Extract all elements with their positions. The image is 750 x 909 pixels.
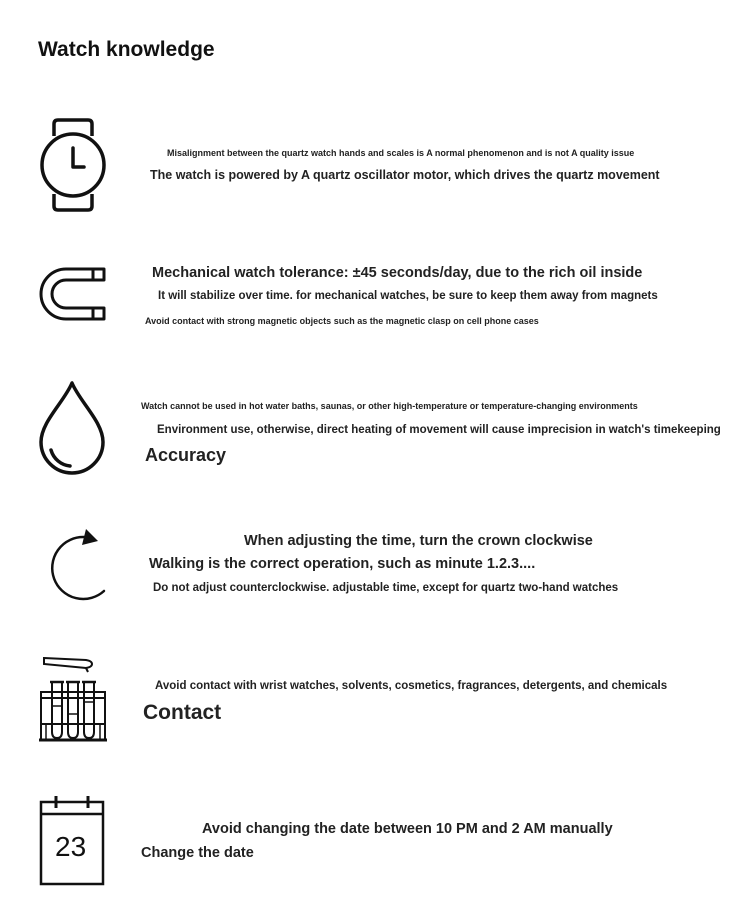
section-2-line-3: Avoid contact with strong magnetic objects such as the magnetic clasp on cell phone cases: [145, 316, 539, 326]
test-tubes-icon: [38, 654, 110, 746]
section-1-line-1: Misalignment between the quartz watch hands and scales is A normal phenomenon and is not A quality issue: [167, 148, 635, 158]
page-title: Watch knowledge: [38, 38, 215, 61]
section-5-heading: Contact: [143, 701, 222, 724]
section-6-line-1: Avoid changing the date between 10 PM and 2 AM manually: [202, 821, 613, 837]
section-2-line-2: It will stabilize over time. for mechanical watches, be sure to keep them away from magnets: [158, 290, 658, 302]
section-3-line-1: Watch cannot be used in hot water baths, saunas, or other high-temperature or temperature-changing environments: [141, 401, 638, 411]
section-4-line-2: Walking is the correct operation, such as minute 1.2.3....: [149, 556, 536, 572]
section-4-line-1: When adjusting the time, turn the crown clockwise: [244, 533, 593, 549]
section-1-line-2: The watch is powered by A quartz oscillator motor, which drives the quartz movement: [150, 168, 660, 182]
section-3-line-2: Environment use, otherwise, direct heating of movement will cause imprecision in watch's timekeeping: [157, 424, 721, 436]
section-3-heading: Accuracy: [145, 445, 227, 465]
section-4-line-3: Do not adjust counterclockwise. adjustable time, except for quartz two-hand watches: [153, 582, 619, 594]
wristwatch-icon: [38, 116, 108, 214]
section-2-line-1: Mechanical watch tolerance: ±45 seconds/day, due to the rich oil inside: [152, 265, 643, 281]
section-5-line-1: Avoid contact with wrist watches, solvents, cosmetics, fragrances, detergents, and chemicals: [155, 680, 668, 692]
section-6-line-2: Change the date: [141, 845, 254, 861]
clockwise-arrow-icon: [38, 527, 110, 605]
calendar-day-number: 23: [55, 831, 87, 862]
water-drop-icon: [38, 380, 108, 478]
magnet-icon: [38, 266, 108, 326]
